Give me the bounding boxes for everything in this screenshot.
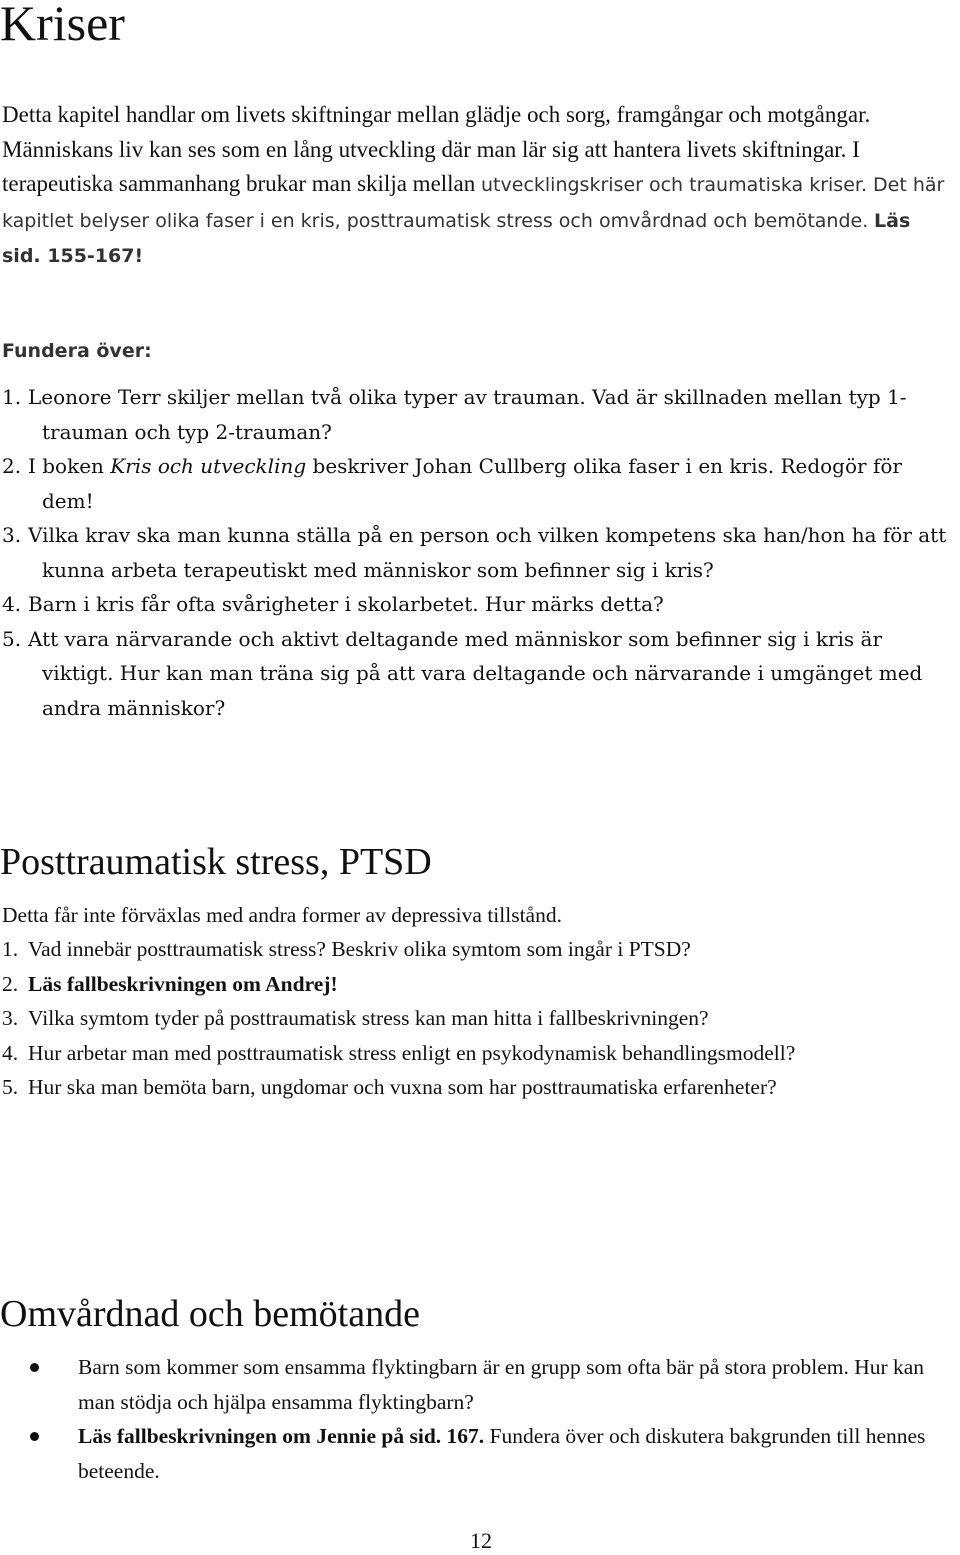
question-list-ptsd <box>2 932 952 1105</box>
list-item <box>2 967 952 1002</box>
bullet-icon <box>30 1363 39 1372</box>
item-number: 2. <box>2 971 19 996</box>
item-number: 4. <box>2 592 22 616</box>
item-text-bold: Läs fallbeskrivningen om Andrej! <box>28 971 338 996</box>
item-text: Barn som kommer som ensamma flyktingbarn är en grupp som ofta bär på stora problem. Hur kan man stödja och hjälpa ensamma flyktingbarn? <box>78 1355 925 1414</box>
item-text: Vilka symtom tyder på posttraumatisk stress kan man hitta i fallbeskrivningen? <box>28 1006 709 1030</box>
item-number: 1. <box>2 937 19 961</box>
item-number: 2. <box>2 454 22 478</box>
list-item <box>2 1001 952 1036</box>
item-text: Leonore Terr skiljer mellan två olika typer av trauman. Vad är skillnaden mellan typ 1-trauman och typ 2-trauman? <box>28 385 907 444</box>
list-item <box>2 380 952 449</box>
intro-serif-text: Detta kapitel handlar om livets skiftningar mellan glädje och sorg, framgångar och motgångar. Människans liv kan ses som en lång utveckling där man lär sig att hantera livets skiftningar. I terapeutiska sammanhang brukar man skilja mellan <box>2 102 871 196</box>
question-list-kriser <box>2 380 952 725</box>
list-item <box>2 449 952 518</box>
intro-paragraph <box>2 98 952 274</box>
item-number: 5. <box>2 1075 19 1099</box>
list-item <box>2 1070 952 1105</box>
item-text: Vad innebär posttraumatisk stress? Beskriv olika symtom som ingår i PTSD? <box>28 937 691 961</box>
item-number: 1. <box>2 385 22 409</box>
section-title-omvardnad: Omvårdnad och bemötande <box>0 1293 420 1335</box>
item-text-bold: Läs fallbeskrivningen om Jennie på sid. 167. <box>78 1424 485 1448</box>
bullet-icon <box>30 1432 39 1441</box>
item-text: Att vara närvarande och aktivt deltagande med människor som befinner sig i kris är viktigt. Hur kan man träna sig på att vara deltagande och närvarande i umgänget med andra människor? <box>28 626 923 720</box>
page-number: 12 <box>470 1528 492 1553</box>
intro-reading-instruction: Läs sid. 155-167! <box>2 209 911 267</box>
list-item <box>2 587 952 622</box>
ptsd-lead-text: Detta får inte förväxlas med andra former av depressiva tillstånd. <box>2 903 562 927</box>
fundera-heading: Fundera över: <box>2 340 152 362</box>
list-item <box>28 1419 928 1488</box>
item-text-pre: I boken <box>28 454 111 478</box>
section-title-ptsd: Posttraumatisk stress, PTSD <box>0 841 432 883</box>
item-number: 3. <box>2 523 22 547</box>
list-item <box>2 622 952 726</box>
item-number: 4. <box>2 1040 19 1065</box>
list-item <box>2 1036 952 1071</box>
item-text: Hur ska man bemöta barn, ungdomar och vuxna som har posttraumatiska erfarenheter? <box>28 1075 777 1099</box>
item-number: 5. <box>2 626 22 651</box>
book-title: Kris och utveckling <box>110 454 307 478</box>
item-text-post: beskriver Johan Cullberg olika faser i en kris. Redogör för dem! <box>42 454 902 513</box>
item-text: Barn i kris får ofta svårigheter i skolarbetet. Hur märks detta? <box>28 592 664 616</box>
item-text: Hur arbetar man med posttraumatisk stress enligt en psykodynamisk behandlingsmodell? <box>28 1040 796 1065</box>
list-item <box>2 932 952 967</box>
list-item <box>28 1350 928 1419</box>
item-number: 3. <box>2 1006 19 1030</box>
list-item <box>2 518 952 587</box>
bullet-list-omvardnad <box>28 1350 928 1488</box>
intro-sans-text: utvecklingskriser och traumatiska kriser. Det här kapitlet belyser olika faser i en kris, posttraumatisk stress och omvårdnad och bemötande. <box>2 174 945 232</box>
section-title-kriser: Kriser <box>0 0 125 51</box>
item-text: Fundera över och diskutera bakgrunden till hennes beteende. <box>78 1424 926 1483</box>
item-text: Vilka krav ska man kunna ställa på en person och vilken kompetens ska han/hon ha för att kunna arbeta terapeutiskt med människor som befinner sig i kris? <box>28 523 947 582</box>
